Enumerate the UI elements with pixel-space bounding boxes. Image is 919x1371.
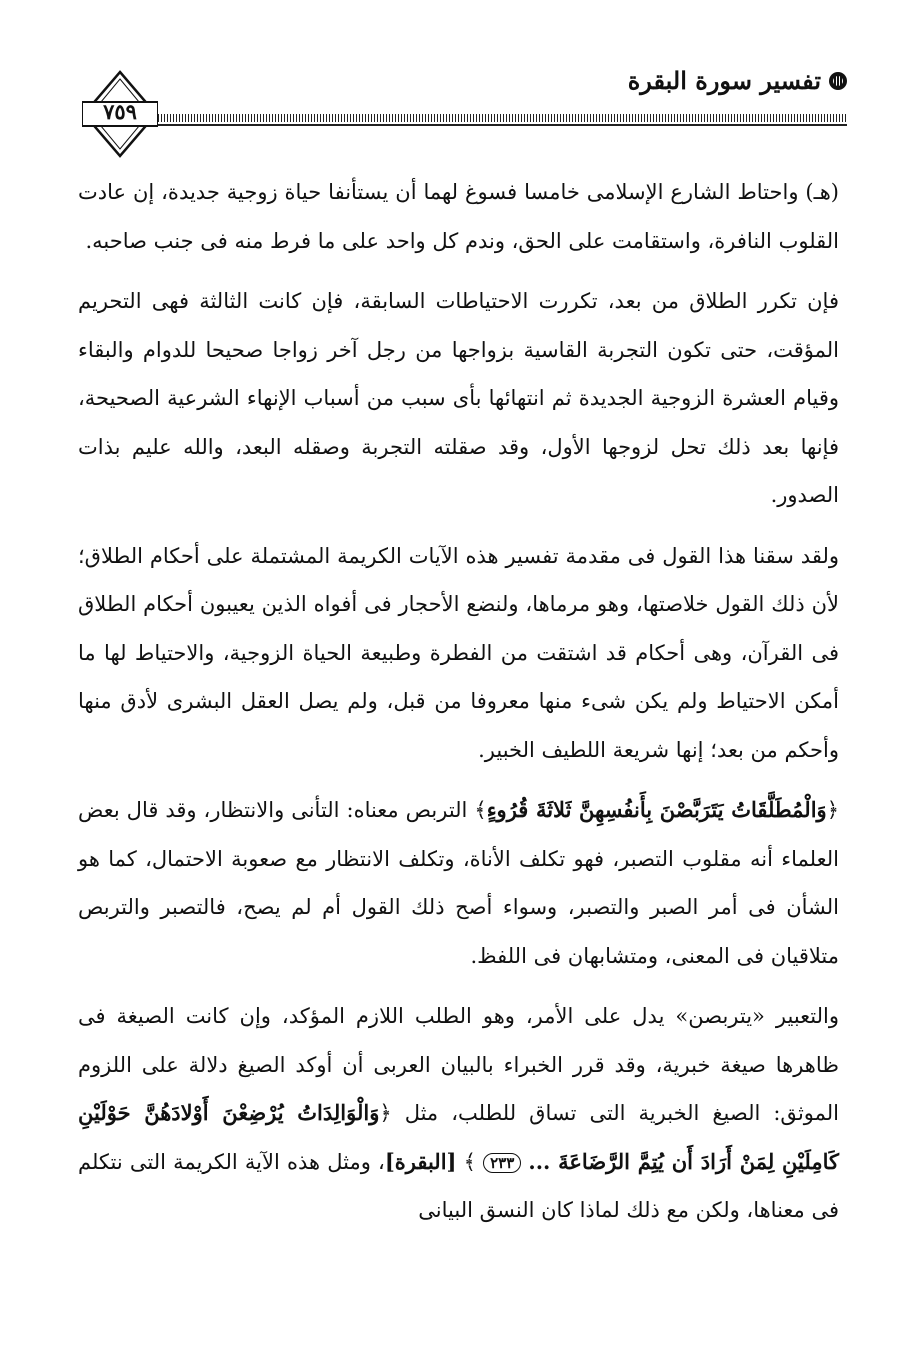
page-body [78,168,839,1247]
verse-open-bracket: ﴿ [379,1101,392,1125]
paragraph: (هـ) واحتاط الشارع الإسلامى خامسا فسوغ لهما أن يستأنفا حياة زوجية جديدة، إن عادت القلوب النافرة، واستقامت على الحق، وندم كل واحد على ما فرط منه فى جنب صاحبه. [78,180,839,253]
surah-reference: [البقرة] [384,1148,457,1174]
running-title-text: تفسير سورة البقرة [627,66,821,95]
header-rule [152,114,847,122]
commentary-text: ، ومثل هذه الآية الكريمة التى نتكلم فى معناها، ولكن مع ذلك لماذا كان النسق البيانى [78,1149,839,1222]
paragraph [78,992,839,1235]
page-number: ٧٥٩ [103,99,137,124]
quran-verse: وَالْوَالِدَاتُ يُرْضِعْنَ أَوْلادَهُنَّ حَوْلَيْنِ كَامِلَيْنِ لِمَنْ أَرَادَ أَن يُتِمَّ الرَّضَاعَةَ ... [78,1100,839,1174]
header-rule-line [152,124,847,126]
page-number-badge [82,70,158,158]
verse-close-bracket: ﴾ [474,798,487,822]
paragraph [78,786,839,980]
verse-open-bracket: ﴿ [826,798,839,822]
verse-close-bracket: ﴾ [463,1149,476,1174]
ornament-icon [829,72,847,90]
running-header [628,66,847,96]
paragraph: فإن تكرر الطلاق من بعد، تكررت الاحتياطات السابقة، فإن كانت الثالثة فهى التحريم المؤقت، حتى تكون التجربة القاسية بزواجها من رجل آخر زواجا صحيحا للدوام والبقاء وقيام العشرة الزوجية الجديدة ثم انتهائها بأى سبب من أسباب الإنهاء الشرعية الصحيحة، فإنها بعد ذلك تحل لزوجها الأول، وقد صقلته التجربة وصقله البعد، والله عليم بذات الصدور. [78,289,839,507]
page-header [78,58,847,168]
commentary-text: التربص معناه: التأنى والانتظار، وقد قال بعض العلماء أنه مقلوب التصبر، فهو تكلف الأناة، وتكلف الانتظار مع صعوبة الاحتمال، كما هو الشأن فى أمر الصبر والتصبر، وسواء أصح ذلك القول أم لم يصح، فالتصبر والتربص متلاقيان فى المعنى، ومتشابهان فى اللفظ. [78,798,839,968]
quran-verse: وَالْمُطَلَّقَاتُ يَتَرَبَّصْنَ بِأَنفُسِهِنَّ ثَلاثَةَ قُرُوءٍ [486,797,827,822]
verse-number-badge: ٢٣٣ [483,1153,521,1173]
commentary-text: والتعبير «يتربصن» يدل على الأمر، وهو الطلب اللازم المؤكد، وإن كانت الصيغة فى ظاهرها صيغة خبرية، وقد قرر الخبراء بالبيان العربى أن أوكد الصيغ دلالة على اللزوم الموثق: الصيغ الخبرية التى تساق للطلب، مثل [78,1004,840,1125]
paragraph: ولقد سقنا هذا القول فى مقدمة تفسير هذه الآيات الكريمة المشتملة على أحكام الطلاق؛ لأن ذلك القول خلاصتها، وهو مرماها، ولنضع الأحجار فى أفواه الذين يعيبون أحكام الطلاق فى القرآن، وهى أحكام قد اشتقت من الفطرة وطبيعة الحياة الزوجية، والاحتياط لها ما أمكن الاحتياط ولم يكن شىء منها معروفا من قبل، ولم يصل العقل البشرى لأدق منها وأحكم من بعد؛ إنها شريعة اللطيف الخبير. [78,543,839,762]
